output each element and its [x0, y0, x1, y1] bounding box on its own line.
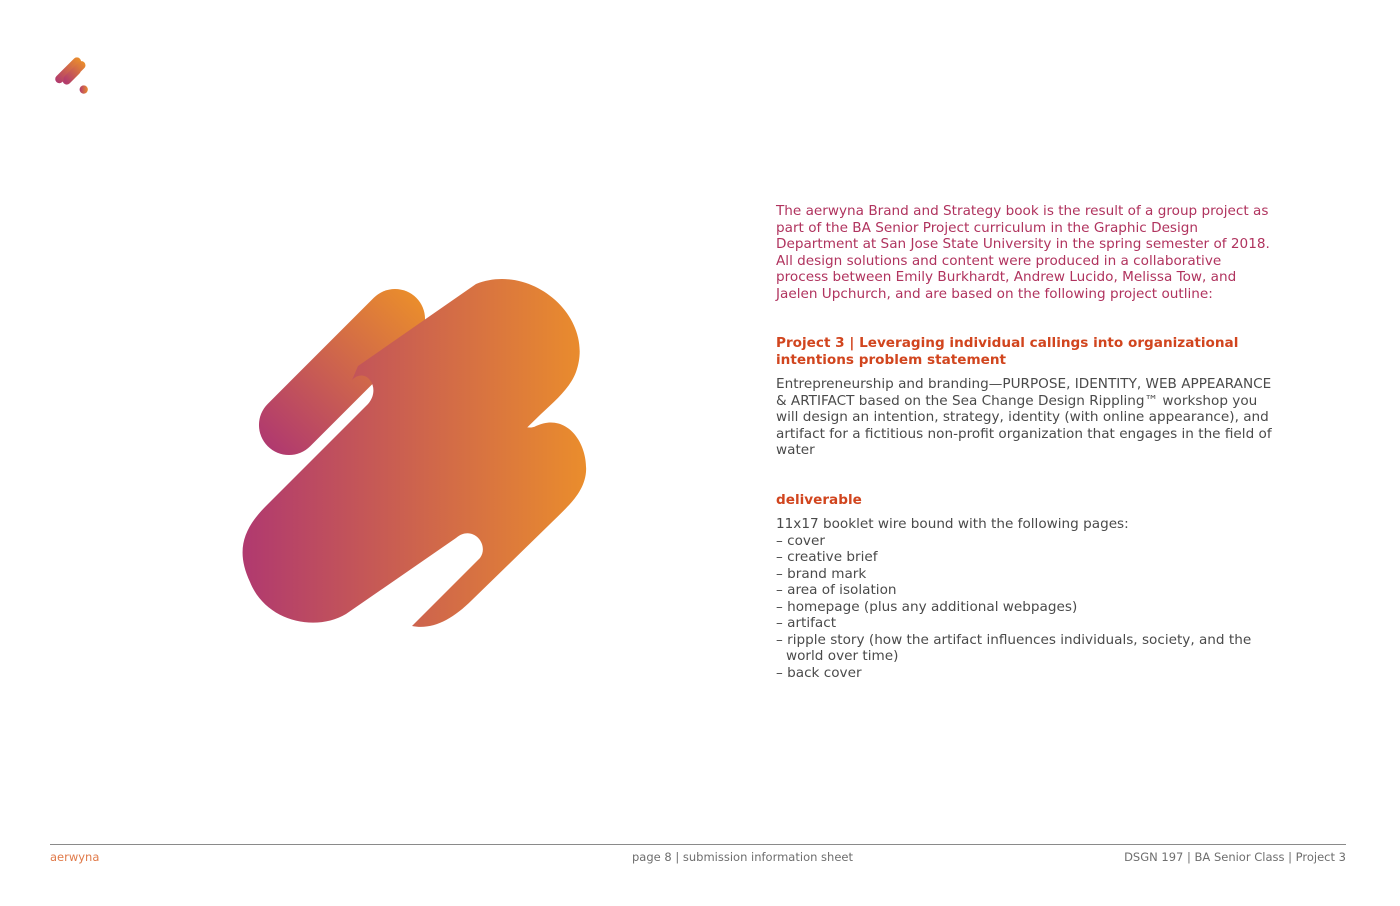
- project-body: Entrepreneurship and branding—PURPOSE, IDENTITY, WEB APPEARANCE & ARTIFACT based on the Sea Change Design Rippling™ workshop you will design an intention, strategy, identity (with online appearance), and artifact for a fictitious non-profit organization that engages in the field of water: [776, 376, 1272, 458]
- list-item: – area of isolation: [776, 582, 897, 598]
- corner-logo-icon: [46, 50, 92, 96]
- project-heading: Project 3 | Leveraging individual callings into organizational intentions problem statement: [776, 335, 1239, 368]
- footer-brand: aerwyna: [50, 850, 100, 864]
- list-item: – ripple story (how the artifact influences individuals, society, and the world over time): [776, 631, 1252, 664]
- deliverable-list: [776, 533, 1276, 682]
- list-item: – cover: [776, 532, 825, 549]
- deliverable-heading: deliverable: [776, 491, 862, 508]
- list-item: – creative brief: [776, 549, 878, 565]
- intro-paragraph: The aerwyna Brand and Strategy book is the result of a group project as part of the BA Senior Project curriculum in the Graphic Design Department at San Jose State University in the spring semester of 2018. All design solutions and content were produced in a collaborative process between Emily Burkhardt, Andrew Lucido, Melissa Tow, and Jaelen Upchurch, and are based on the following project outline:: [776, 203, 1270, 302]
- list-item: – back cover: [776, 664, 862, 681]
- footer-course-info: DSGN 197 | BA Senior Class | Project 3: [1124, 850, 1346, 864]
- list-item: – homepage (plus any additional webpages): [776, 598, 1078, 615]
- list-item: – brand mark: [776, 565, 867, 582]
- list-item: – artifact: [776, 615, 837, 631]
- footer-page-info: page 8 | submission information sheet: [632, 850, 853, 864]
- text-column: [776, 203, 1276, 681]
- footer-divider: [50, 844, 1346, 845]
- deliverable-intro: 11x17 booklet wire bound with the following pages:: [776, 516, 1129, 532]
- brand-mark-icon: [236, 262, 596, 632]
